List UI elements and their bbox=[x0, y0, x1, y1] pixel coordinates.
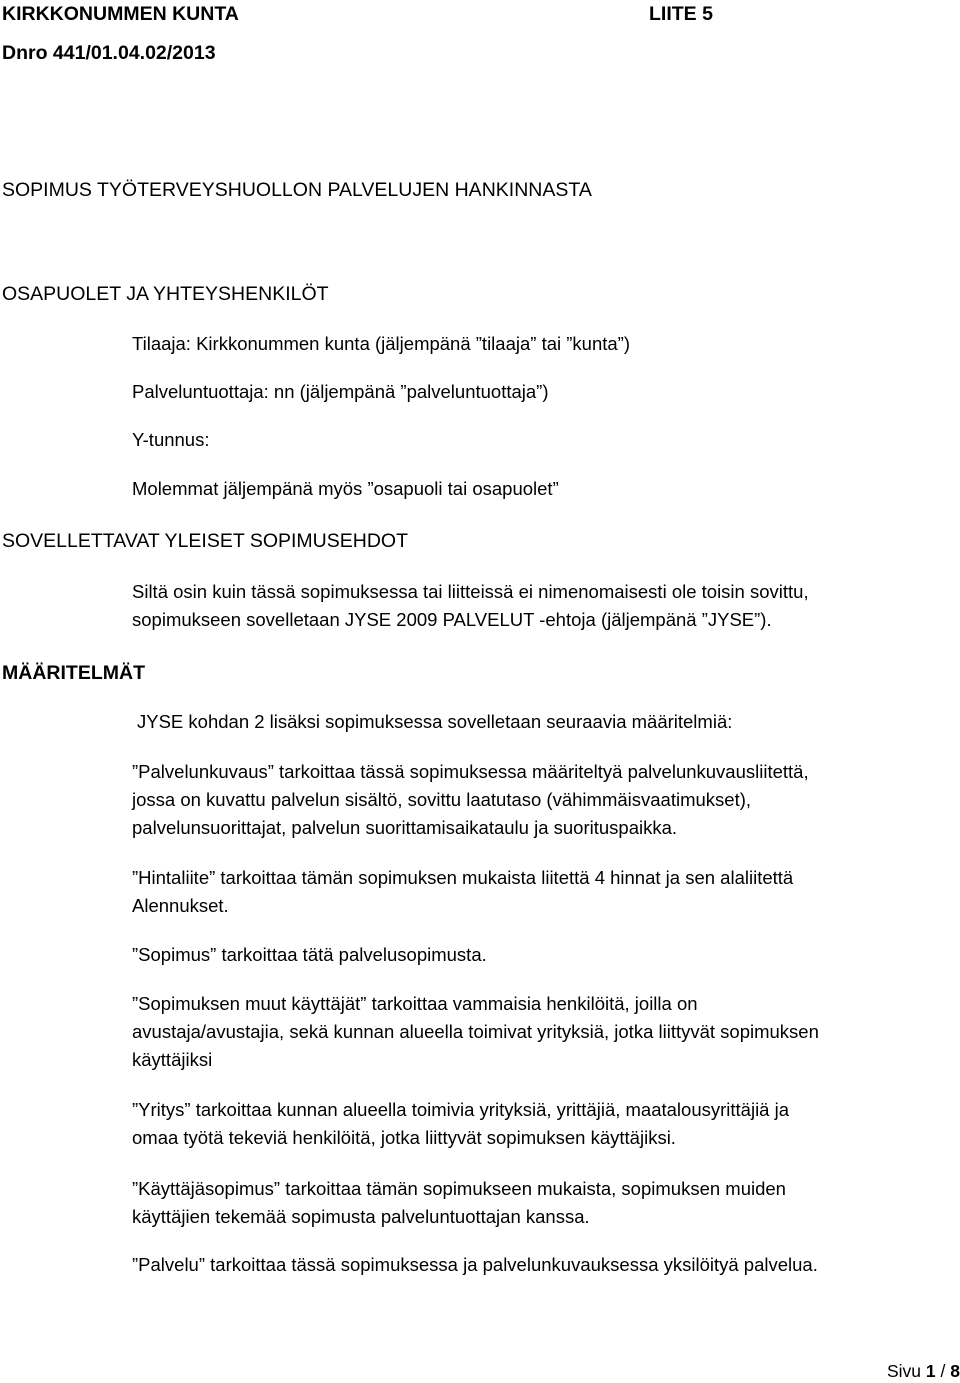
party-line: Tilaaja: Kirkkonummen kunta (jäljempänä ”tilaaja” tai ”kunta”) bbox=[132, 333, 630, 354]
definition-line: ”Palvelunkuvaus” tarkoittaa tässä sopimuksessa määriteltyä palvelunkuvausliitettä, bbox=[132, 761, 809, 782]
appendix-label: LIITE 5 bbox=[649, 3, 713, 25]
definition-line: ”Sopimuksen muut käyttäjät” tarkoittaa vammaisia henkilöitä, joilla on bbox=[132, 993, 698, 1014]
definition-line: ”Käyttäjäsopimus” tarkoittaa tämän sopimukseen mukaista, sopimuksen muiden bbox=[132, 1178, 786, 1199]
definition-line: käyttäjiksi bbox=[132, 1049, 213, 1070]
parties-heading: OSAPUOLET JA YHTEYSHENKILÖT bbox=[2, 283, 329, 305]
definition-line: ”Palvelu” tarkoittaa tässä sopimuksessa ja palvelunkuvauksessa yksilöityä palvelua. bbox=[132, 1254, 818, 1275]
definition-line: omaa työtä tekeviä henkilöitä, jotka liittyvät sopimuksen käyttäjiksi. bbox=[132, 1127, 676, 1148]
page-current: 1 bbox=[925, 1361, 936, 1381]
terms-line: Siltä osin kuin tässä sopimuksessa tai liitteissä ei nimenomaisesti ole toisin sovittu, bbox=[132, 581, 809, 602]
document-number: Dnro 441/01.04.02/2013 bbox=[2, 42, 216, 64]
definition-line: ”Yritys” tarkoittaa kunnan alueella toimivia yrityksiä, yrittäjiä, maatalousyrittäjiä ja bbox=[132, 1099, 790, 1120]
page-label: Sivu bbox=[886, 1361, 922, 1381]
definition-line: palvelunsuorittajat, palvelun suorittamisaikataulu ja suorituspaikka. bbox=[132, 817, 678, 838]
definitions-heading: MÄÄRITELMÄT bbox=[2, 662, 145, 684]
organization-name: KIRKKONUMMEN KUNTA bbox=[2, 3, 239, 25]
definition-line: ”Sopimus” tarkoittaa tätä palvelusopimusta. bbox=[132, 944, 487, 965]
party-line: Molemmat jäljempänä myös ”osapuoli tai osapuolet” bbox=[132, 478, 559, 499]
party-line: Y-tunnus: bbox=[132, 429, 210, 450]
definition-line: käyttäjien tekemää sopimusta palveluntuottajan kanssa. bbox=[132, 1206, 590, 1227]
definition-line: ”Hintaliite” tarkoittaa tämän sopimuksen mukaista liitettä 4 hinnat ja sen alaliitettä bbox=[132, 867, 794, 888]
page-indicator bbox=[887, 1361, 960, 1382]
page-total: 8 bbox=[950, 1361, 960, 1381]
definition-line: Alennukset. bbox=[132, 895, 229, 916]
definition-line: jossa on kuvattu palvelun sisältö, sovittu laatutaso (vähimmäisvaatimukset), bbox=[132, 789, 752, 810]
document-title: SOPIMUS TYÖTERVEYSHUOLLON PALVELUJEN HANKINNASTA bbox=[2, 179, 592, 201]
terms-line: sopimukseen sovelletaan JYSE 2009 PALVELUT -ehtoja (jäljempänä ”JYSE”). bbox=[132, 609, 772, 630]
party-line: Palveluntuottaja: nn (jäljempänä ”palveluntuottaja”) bbox=[132, 381, 549, 402]
terms-heading: SOVELLETTAVAT YLEISET SOPIMUSEHDOT bbox=[2, 530, 409, 552]
definitions-intro: JYSE kohdan 2 lisäksi sopimuksessa sovelletaan seuraavia määritelmiä: bbox=[137, 711, 733, 732]
page-separator: / bbox=[940, 1361, 946, 1381]
definition-line: avustaja/avustajia, sekä kunnan alueella toimivat yrityksiä, jotka liittyvät sopimuksen bbox=[132, 1021, 819, 1042]
